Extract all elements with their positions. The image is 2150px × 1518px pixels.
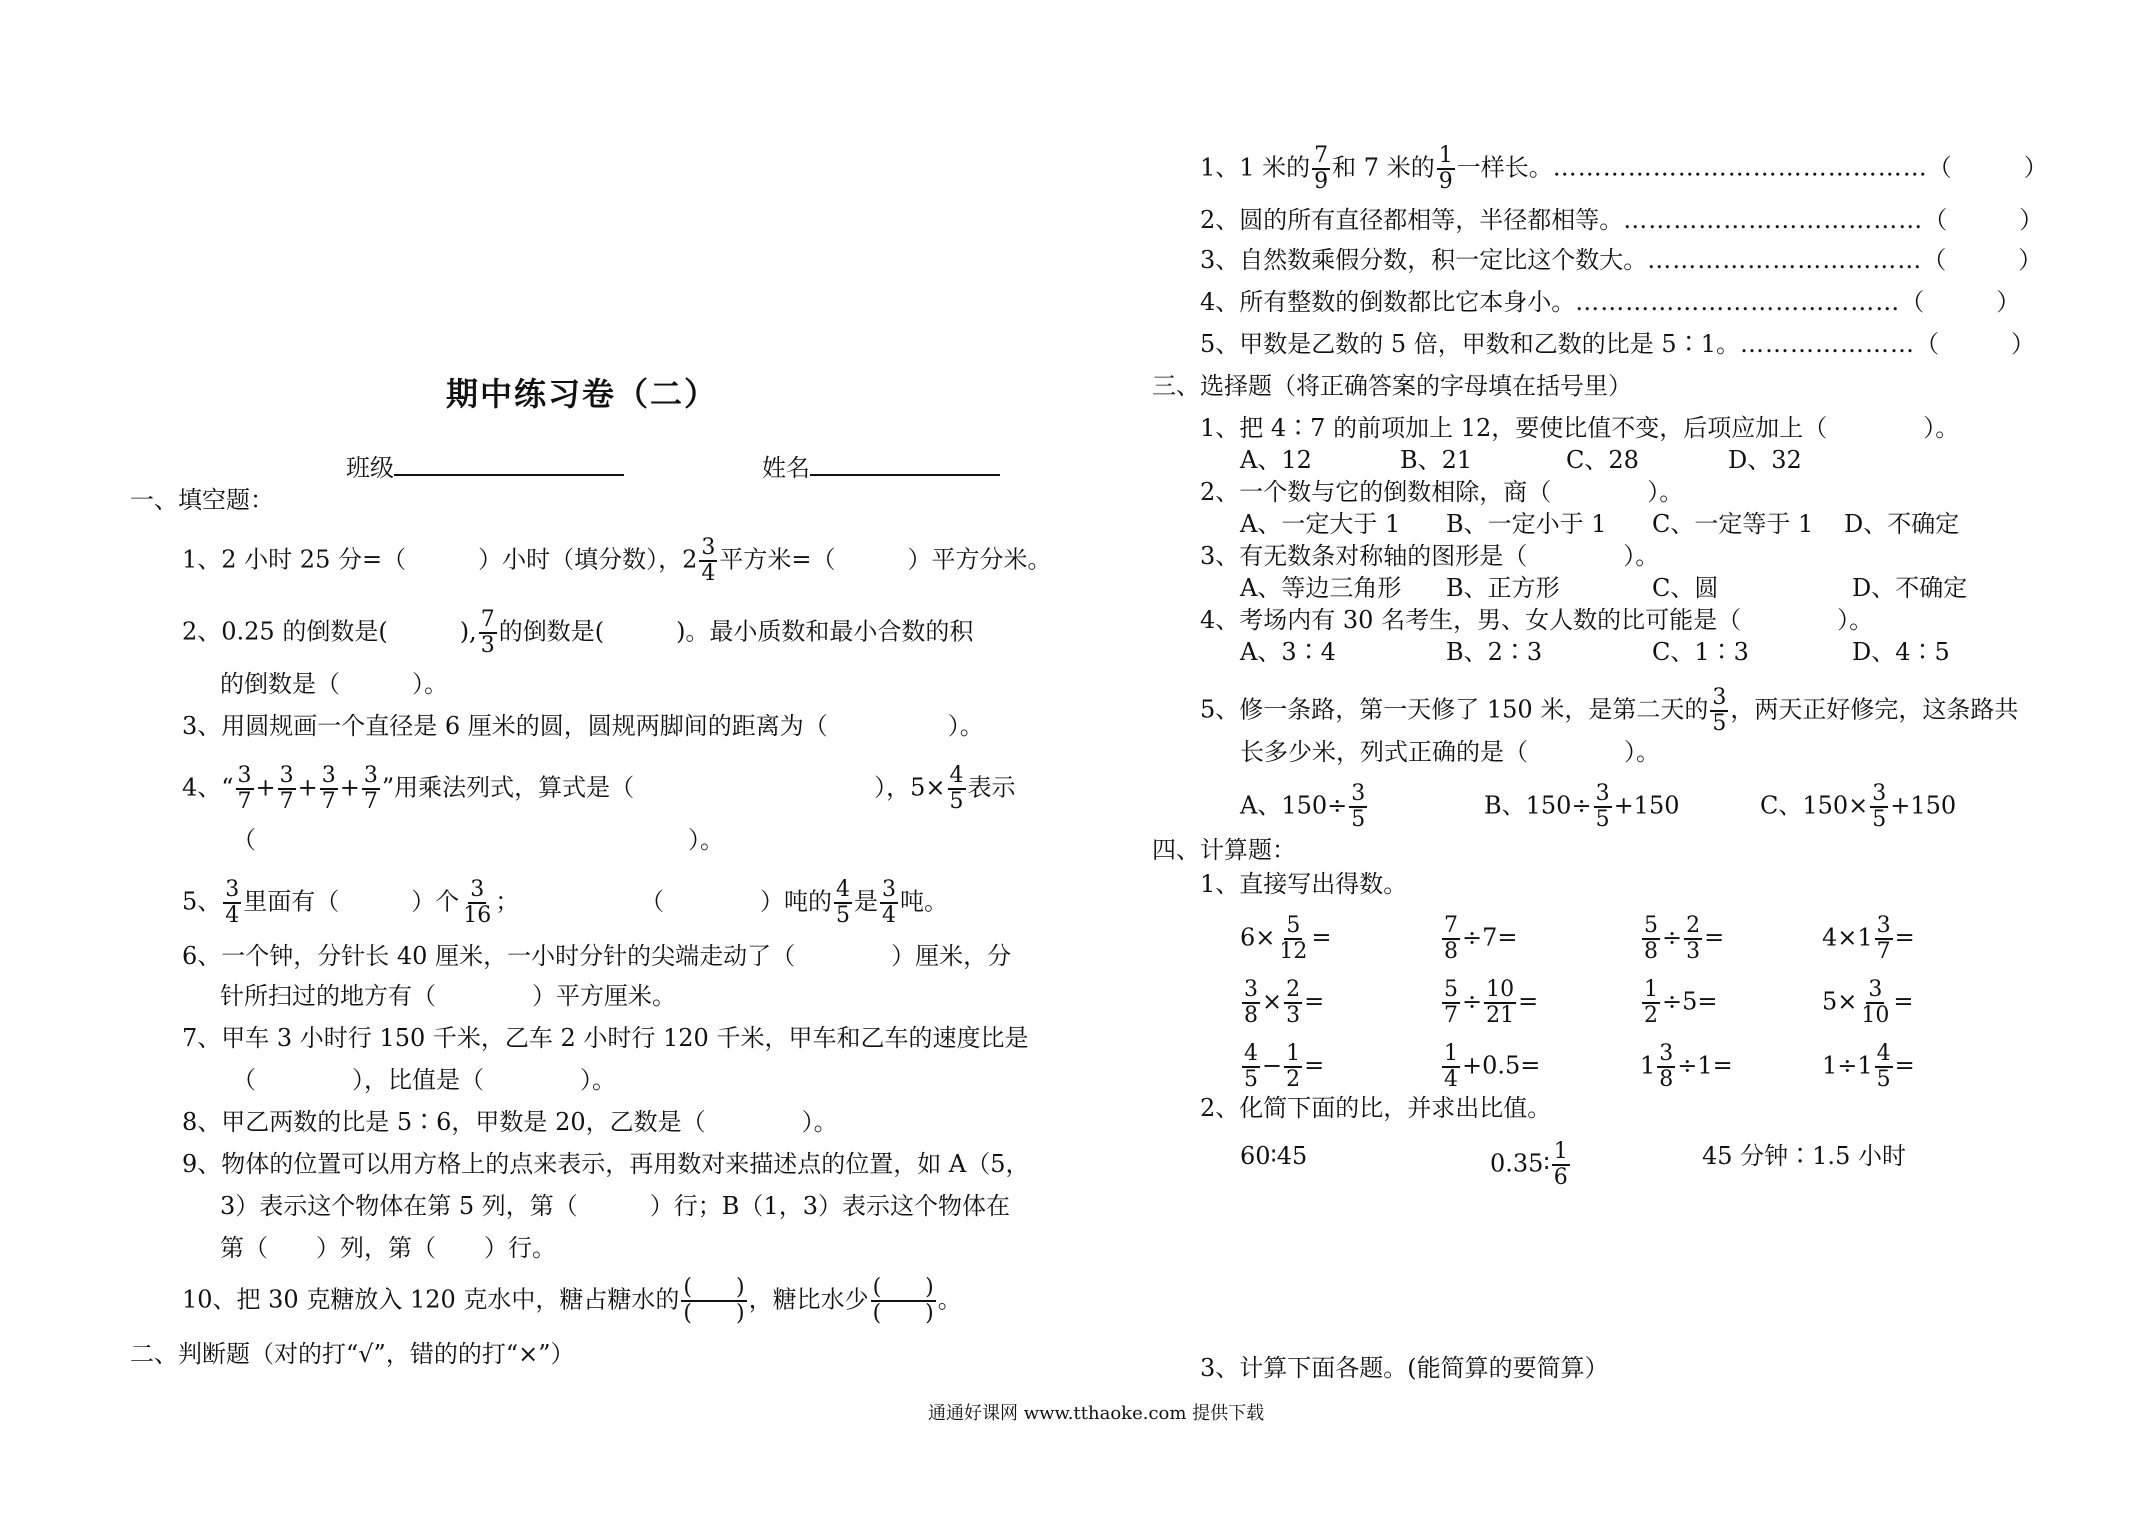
choice-q3-option-a: A、等边三角形 xyxy=(1240,574,1402,602)
choice-q4-option-b: B、2∶3 xyxy=(1446,638,1543,666)
fraction: $\frac{4}{5}$ xyxy=(949,763,964,814)
fill-q5-text-4: 吨。 xyxy=(900,887,948,916)
judge-q1 xyxy=(1200,144,2048,194)
answer-paren: （ ） xyxy=(1922,246,2043,274)
fraction: $\frac{2}{3}$ xyxy=(1286,977,1301,1028)
term: 1÷1 xyxy=(1822,1051,1873,1080)
choice-q1-option-b: B、21 xyxy=(1400,446,1473,474)
fill-q9-cont: 3）表示这个物体在第 5 列，第（ ）行；B（1，3）表示这个物体在 xyxy=(220,1192,1010,1220)
choice-q1-option-a: A、12 xyxy=(1240,446,1312,474)
fill-q7-cont: （ ），比值是（ ）。 xyxy=(232,1066,616,1094)
name-blank xyxy=(810,452,1000,476)
fraction: $\frac{1}{9}$ xyxy=(1438,143,1453,194)
operator: − xyxy=(1262,1051,1283,1080)
choice-q2: 2、一个数与它的倒数相除，商（ ）。 xyxy=(1200,478,1684,506)
fraction: $\frac{3}{7}$ xyxy=(363,763,378,814)
fraction: $\frac{1}{6}$ xyxy=(1553,1139,1568,1190)
fill-q2-cont: 的倒数是（ ）。 xyxy=(220,670,448,698)
choice-q5-option-c xyxy=(1760,782,1956,832)
fill-q2-text-2: 的倒数是( )。最小质数和最小合数的积 xyxy=(498,617,974,646)
class-label: 班级 xyxy=(346,454,394,482)
leader-dots: …………………………… xyxy=(1647,246,1923,274)
blank-fraction: $\frac{( )}{( )}$ xyxy=(872,1275,934,1326)
fraction: $\frac{3}{16}$ xyxy=(463,877,492,928)
equals: = xyxy=(1697,987,1718,1016)
judge-q5 xyxy=(1200,328,2035,360)
calc-q2: 2、化简下面的比，并求出比值。 xyxy=(1200,1094,1552,1122)
fraction: $\frac{3}{5}$ xyxy=(1351,781,1366,832)
fill-q4-text-2: ”用乘法列式，算式是（ ），5× xyxy=(381,773,946,802)
choice-q2-option-c: C、一定等于 1 xyxy=(1652,510,1814,538)
option-label: B、150÷ xyxy=(1484,791,1592,820)
fraction: $\frac{3}{8}$ xyxy=(1659,1041,1674,1092)
judge-q1-text-3: 一样长。 xyxy=(1456,153,1553,182)
calc-item xyxy=(1440,1042,1540,1092)
fill-q1-text: 1、2 小时 25 分=（ ）小时（填分数），2 xyxy=(182,545,698,574)
answer-paren: （ ） xyxy=(1914,330,2035,358)
fill-q9: 9、物体的位置可以用方格上的点来表示，再用数对来描述点的位置，如 A（5， xyxy=(182,1150,1030,1178)
option-label: A、150÷ xyxy=(1240,791,1348,820)
fraction: $\frac{3}{7}$ xyxy=(237,763,252,814)
fill-q9-cont-2: 第（ ）列，第（ ）行。 xyxy=(220,1234,556,1262)
choice-q5 xyxy=(1200,686,2018,736)
calc-item xyxy=(1640,978,1718,1028)
option-tail: +150 xyxy=(1890,791,1957,820)
fill-q4-text: 4、“ xyxy=(182,773,234,802)
calc-item xyxy=(1240,914,1332,964)
section-2-heading: 二、判断题（对的打“√”，错的的打“×”） xyxy=(130,1340,575,1368)
equals: = xyxy=(1712,1051,1733,1080)
fraction: $\frac{7}{9}$ xyxy=(1314,143,1329,194)
judge-q2-text: 2、圆的所有直径都相等，半径都相等。 xyxy=(1200,206,1624,234)
fraction: $\frac{7}{3}$ xyxy=(480,607,495,658)
footer-credit: 通通好课网 www.tthaoke.com 提供下载 xyxy=(928,1403,1265,1424)
answer-paren: （ ） xyxy=(1900,288,2021,316)
fraction: $\frac{1}{4}$ xyxy=(1444,1041,1458,1092)
choice-q5-option-b xyxy=(1484,782,1679,832)
class-field xyxy=(346,452,624,484)
ratio-a: 60∶45 xyxy=(1240,1142,1308,1170)
judge-q1-text-2: 和 7 米的 xyxy=(1332,153,1435,182)
choice-q4-option-c: C、1∶3 xyxy=(1652,638,1749,666)
judge-q3 xyxy=(1200,244,2042,276)
judge-q4-text: 4、所有整数的倒数都比它本身小。 xyxy=(1200,288,1576,316)
fraction: $\frac{5}{7}$ xyxy=(1444,977,1458,1028)
class-blank xyxy=(394,452,624,476)
term: ÷5 xyxy=(1662,987,1698,1016)
fill-q6-cont: 针所扫过的地方有（ ）平方厘米。 xyxy=(220,982,676,1010)
calc-item xyxy=(1822,978,1914,1028)
fraction: $\frac{4}{5}$ xyxy=(1244,1041,1258,1092)
page-title: 期中练习卷（二） xyxy=(446,375,719,413)
calc-item xyxy=(1240,1042,1324,1092)
fill-q5-num: 5、 xyxy=(182,887,222,916)
ratio-b xyxy=(1490,1140,1572,1190)
term: 4×1 xyxy=(1822,923,1873,952)
equals: = xyxy=(1311,923,1332,952)
fill-q4 xyxy=(182,764,1016,814)
equals: = xyxy=(1893,987,1914,1016)
fraction: $\frac{2}{3}$ xyxy=(1686,913,1701,964)
fraction: $\frac{5}{8}$ xyxy=(1644,913,1658,964)
choice-q4-option-d: D、4∶5 xyxy=(1852,638,1950,666)
equals: = xyxy=(1704,923,1725,952)
choice-q3-option-d: D、不确定 xyxy=(1852,574,1968,602)
fill-q5 xyxy=(182,878,519,928)
fraction: $\frac{3}{5}$ xyxy=(1595,781,1610,832)
calc-item xyxy=(1822,914,1915,964)
fraction: $\frac{3}{5}$ xyxy=(1712,685,1727,736)
choice-q4-option-a: A、3∶4 xyxy=(1240,638,1336,666)
section-4-heading: 四、计算题： xyxy=(1152,836,1296,864)
choice-q1-option-c: C、28 xyxy=(1566,446,1639,474)
fraction: $\frac{3}{5}$ xyxy=(1872,781,1887,832)
calc-item xyxy=(1440,914,1518,964)
term: 6× xyxy=(1240,923,1276,952)
fill-q10 xyxy=(182,1276,962,1326)
fraction: $\frac{1}{2}$ xyxy=(1286,1041,1301,1092)
equals: = xyxy=(1520,1051,1541,1080)
term: 1 xyxy=(1640,1051,1656,1080)
equals: = xyxy=(1497,923,1518,952)
term: 5× xyxy=(1822,987,1858,1016)
operator: ÷ xyxy=(1462,987,1483,1016)
calc-item xyxy=(1822,1042,1915,1092)
choice-q5-cont: 长多少米，列式正确的是（ ）。 xyxy=(1240,738,1660,766)
equals: = xyxy=(1304,987,1325,1016)
choice-q2-option-a: A、一定大于 1 xyxy=(1240,510,1401,538)
fill-q5-text: 里面有（ ）个 xyxy=(243,887,460,916)
fraction: $\frac{4}{5}$ xyxy=(836,877,850,928)
fill-q5-text-3: 是 xyxy=(854,887,878,916)
equals: = xyxy=(1894,923,1915,952)
leader-dots: ………………………………… xyxy=(1575,288,1901,316)
leader-dots: ……………………………………… xyxy=(1552,153,1928,182)
equals: = xyxy=(1894,1051,1915,1080)
choice-q2-option-b: B、一定小于 1 xyxy=(1446,510,1607,538)
leader-dots: ………………… xyxy=(1739,330,1915,358)
fill-q6: 6、一个钟，分针长 40 厘米，一小时分针的尖端走动了（ ）厘米，分 xyxy=(182,942,1012,970)
choice-q5-text-2: ，两天正好修完，这条路共 xyxy=(1730,695,2019,724)
plus: + xyxy=(297,773,318,802)
period: 。 xyxy=(937,1285,962,1314)
fraction: $\frac{3}{4}$ xyxy=(701,535,716,586)
operator: ÷ xyxy=(1662,923,1683,952)
name-field xyxy=(762,452,1000,484)
choice-q3-option-c: C、圆 xyxy=(1652,574,1719,602)
calc-q1: 1、直接写出得数。 xyxy=(1200,870,1408,898)
calc-item xyxy=(1440,978,1538,1028)
fill-q7: 7、甲车 3 小时行 150 千米，乙车 2 小时行 120 千米，甲车和乙车的速度比是 xyxy=(182,1024,1029,1052)
plus: + xyxy=(255,773,276,802)
blank-fraction: $\frac{( )}{( )}$ xyxy=(683,1275,745,1326)
section-3-heading: 三、选择题（将正确答案的字母填在括号里） xyxy=(1152,372,1632,400)
choice-q2-option-d: D、不确定 xyxy=(1844,510,1960,538)
option-tail: +150 xyxy=(1613,791,1680,820)
fill-q2-text: 2、0.25 的倒数是( ), xyxy=(182,617,477,646)
judge-q4 xyxy=(1200,286,2020,318)
term: 0.35∶ xyxy=(1490,1149,1550,1178)
fraction: $\frac{4}{5}$ xyxy=(1876,1041,1891,1092)
judge-q2 xyxy=(1200,204,2043,236)
calc-item xyxy=(1640,914,1724,964)
judge-q1-text: 1、1 米的 xyxy=(1200,153,1311,182)
answer-paren: （ ） xyxy=(1923,206,2044,234)
choice-q3-option-b: B、正方形 xyxy=(1446,574,1560,602)
option-label: C、150× xyxy=(1760,791,1869,820)
fraction: $\frac{3}{8}$ xyxy=(1244,977,1258,1028)
operator: × xyxy=(1262,987,1283,1016)
choice-q3: 3、有无数条对称轴的图形是（ ）。 xyxy=(1200,542,1660,570)
choice-q1: 1、把 4∶7 的前项加上 12，要使比值不变，后项应加上（ ）。 xyxy=(1200,414,1960,442)
fill-q1-text-2: 平方米=（ ）平方分米。 xyxy=(719,545,1052,574)
fill-q4-cont: （ ）。 xyxy=(232,826,724,854)
fraction: $\frac{1}{2}$ xyxy=(1644,977,1658,1028)
ratio-c: 45 分钟∶1.5 小时 xyxy=(1702,1142,1906,1170)
fill-q3: 3、用圆规画一个直径是 6 厘米的圆，圆规两脚间的距离为（ ）。 xyxy=(182,712,984,740)
fraction: $\frac{3}{7}$ xyxy=(321,763,336,814)
fill-q10-text-2: ，糖比水少 xyxy=(748,1285,869,1314)
plus: + xyxy=(339,773,360,802)
section-1-heading: 一、填空题： xyxy=(130,486,274,514)
equals: = xyxy=(1518,987,1539,1016)
fraction: $\frac{10}{21}$ xyxy=(1486,977,1515,1028)
fraction: $\frac{3}{7}$ xyxy=(279,763,294,814)
answer-paren: （ ） xyxy=(1927,153,2048,182)
fill-q8: 8、甲乙两数的比是 5∶6，甲数是 20，乙数是（ ）。 xyxy=(182,1108,838,1136)
calc-q3: 3、计算下面各题。(能简算的要简算） xyxy=(1200,1354,1609,1382)
fill-q2 xyxy=(182,608,973,658)
fraction: $\frac{7}{8}$ xyxy=(1444,913,1458,964)
choice-q5-text: 5、修一条路，第一天修了 150 米，是第二天的 xyxy=(1200,695,1709,724)
term: ÷1 xyxy=(1677,1051,1713,1080)
fraction: $\frac{3}{10}$ xyxy=(1861,977,1890,1028)
judge-q3-text: 3、自然数乘假分数，积一定比这个数大。 xyxy=(1200,246,1648,274)
fraction: $\frac{3}{4}$ xyxy=(882,877,896,928)
leader-dots: ……………………………… xyxy=(1623,206,1924,234)
fill-q10-text: 10、把 30 克糖放入 120 克水中，糖占糖水的 xyxy=(182,1285,680,1314)
fill-q4-text-3: 表示 xyxy=(967,773,1016,802)
fraction: $\frac{3}{7}$ xyxy=(1876,913,1891,964)
equals: = xyxy=(1304,1051,1325,1080)
choice-q4: 4、考场内有 30 名考生，男、女人数的比可能是（ ）。 xyxy=(1200,606,1874,634)
fill-q1 xyxy=(182,536,1051,586)
fill-q5-part2 xyxy=(640,878,948,928)
fraction: $\frac{5}{12}$ xyxy=(1279,913,1308,964)
calc-item xyxy=(1240,978,1324,1028)
fill-q5-text-2: （ ）吨的 xyxy=(640,887,832,916)
judge-q5-text: 5、甲数是乙数的 5 倍，甲数和乙数的比是 5∶1。 xyxy=(1200,330,1740,358)
fraction: $\frac{3}{4}$ xyxy=(225,877,240,928)
semicolon: ； xyxy=(495,887,520,916)
choice-q1-option-d: D、32 xyxy=(1728,446,1802,474)
choice-q5-option-a xyxy=(1240,782,1369,832)
calc-item xyxy=(1640,1042,1733,1092)
name-label: 姓名 xyxy=(762,454,810,482)
term: ÷7 xyxy=(1462,923,1498,952)
term: +0.5 xyxy=(1462,1051,1521,1080)
